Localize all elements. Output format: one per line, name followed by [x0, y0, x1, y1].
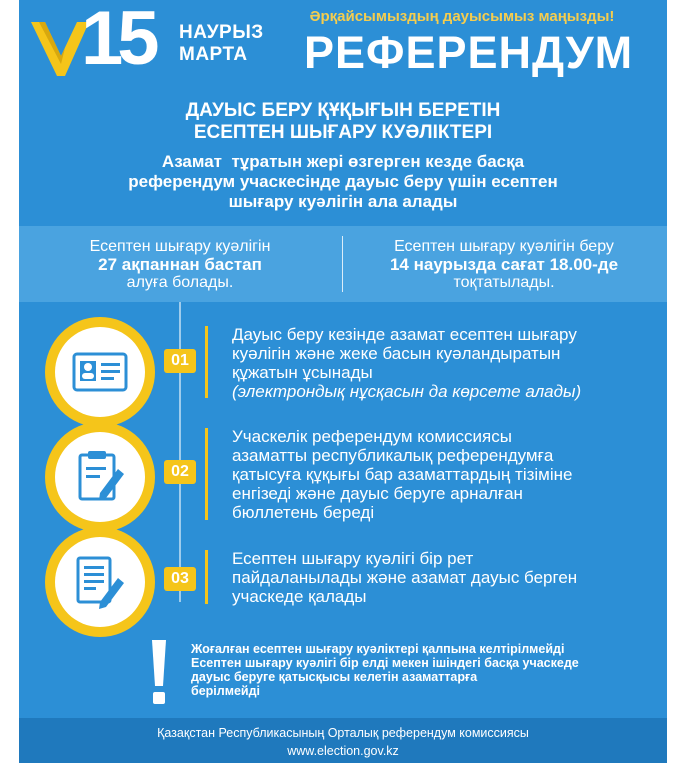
step-1-accent-bar — [205, 326, 208, 398]
edit-document-icon — [70, 447, 130, 507]
exclamation-icon — [144, 640, 174, 710]
warning-line-1: Жоғалған есептен шығару куәліктері қалпына келтірілмейді — [191, 642, 565, 656]
step-1-number: 01 — [164, 349, 196, 373]
intro-line-2: референдум учаскесінде дауыс беру үшін есептен — [128, 172, 558, 191]
step-2-text — [232, 427, 657, 522]
step-2-accent-bar — [205, 428, 208, 520]
logo-month-kazakh: НАУРЫЗ — [179, 22, 264, 43]
dates-band — [19, 226, 667, 302]
step-1-note: (электрондық нұсқасын да көрсете алады) — [232, 382, 582, 401]
step-1-line-2: куәлігін және жеке басын куәландыратын — [232, 344, 561, 363]
issue-end-date: 14 наурызда сағат 18.00-де — [389, 255, 619, 274]
step-2-number: 02 — [164, 460, 196, 484]
step-1-icon-badge — [45, 317, 155, 427]
logo-month — [179, 22, 264, 66]
warning-line-4: берілмейді — [191, 684, 261, 698]
step-1-text — [232, 325, 657, 401]
slogan: Әрқайсымыздың дауысымыз маңызды! — [309, 8, 615, 25]
step-3-line-3: учаскеде қалады — [232, 587, 367, 606]
issue-start-info — [25, 238, 335, 292]
header — [19, 0, 667, 90]
issue-end-line-1: Есептен шығару куәлігін беру — [394, 238, 614, 255]
section-heading — [19, 100, 667, 144]
step-2-line-5: бюллетень береді — [232, 503, 375, 522]
heading-line-1: ДАУЫС БЕРУ ҚҰҚЫҒЫН БЕРЕТІН — [185, 100, 501, 121]
step-3-line-2: пайдаланылады және азамат дауыс берген — [232, 568, 578, 587]
step-2-line-2: азаматты республикалық референдумға — [232, 446, 554, 465]
footer-organization: Қазақстан Республикасының Орталық референдум комиссиясы — [157, 726, 529, 740]
issue-start-line-1: Есептен шығару куәлігін — [89, 238, 271, 255]
step-3-text — [232, 549, 657, 606]
document-pen-icon — [70, 552, 130, 612]
issue-start-date: 27 ақпаннан бастап — [98, 255, 262, 274]
dates-divider — [342, 236, 343, 292]
step-1-line-1: Дауыс беру кезінде азамат есептен шығару — [232, 325, 577, 344]
logo-date-number: 15 — [81, 0, 154, 81]
intro-line-1: Азамат тұратын жері өзгерген кезде басқа — [161, 152, 525, 171]
step-3-line-1: Есептен шығару куәлігі бір рет — [232, 549, 474, 568]
step-2-line-4: енгізеді және дауыс беруге арналған — [232, 484, 523, 503]
step-2-icon-badge — [45, 422, 155, 532]
logo-month-russian: МАРТА — [179, 44, 248, 65]
step-3-number: 03 — [164, 567, 196, 591]
step-2-line-1: Учаскелік референдум комиссиясы — [232, 427, 512, 446]
step-3-accent-bar — [205, 550, 208, 604]
id-card-icon — [70, 342, 130, 402]
step-1-line-3: құжатын ұсынады — [232, 363, 373, 382]
step-3-icon-badge — [45, 527, 155, 637]
footer — [19, 718, 667, 763]
intro-line-3: шығару куәлігін ала алады — [228, 192, 458, 211]
intro-text — [19, 152, 667, 212]
infographic — [19, 0, 667, 763]
steps-timeline — [179, 302, 181, 602]
issue-end-line-3: тоқтатылады. — [453, 274, 555, 291]
footer-website-link[interactable]: www.election.gov.kz — [287, 744, 399, 758]
warning-text — [191, 642, 661, 698]
step-2-line-3: қатысуға құқығы бар азаматтардың тізіміне — [232, 465, 573, 484]
page-title: РЕФЕРЕНДУМ — [304, 27, 634, 78]
issue-start-line-3: алуға болады. — [126, 274, 234, 291]
warning-line-2: Есептен шығару куәлігі бір елді мекен ішіндегі басқа учаскеде — [191, 656, 579, 670]
issue-end-info — [349, 238, 659, 292]
heading-line-2: ЕСЕПТЕН ШЫҒАРУ КУӘЛІКТЕРІ — [193, 122, 493, 143]
warning-line-3: дауыс беруге қатысқысы келетін азаматтарға — [191, 670, 478, 684]
